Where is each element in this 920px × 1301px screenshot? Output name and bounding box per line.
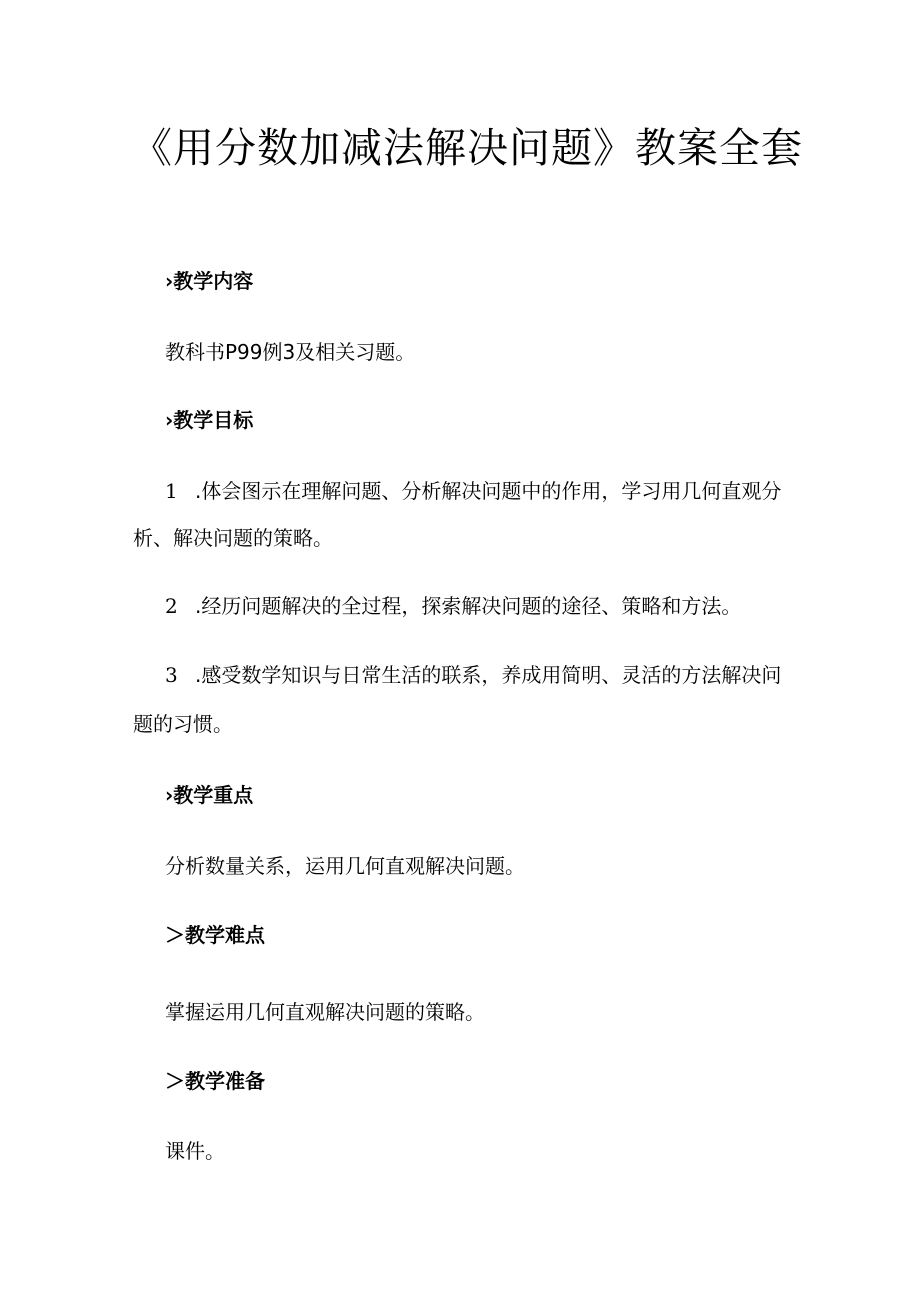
section-body-content: 教科书P99例3及相关习题。 bbox=[165, 340, 416, 364]
objective-text-3: .感受数学知识与日常生活的联系，养成用简明、灵活的方法解决问 bbox=[195, 663, 782, 687]
document-title: 《用分数加减法解决问题》教案全套 bbox=[131, 124, 803, 172]
section-heading-content: ›教学内容 bbox=[165, 269, 254, 293]
objective-text-1: .体会图示在理解问题、分析解决问题中的作用，学习用几何直观分 bbox=[195, 479, 782, 503]
objective-number-2: 2 bbox=[165, 594, 178, 618]
objective-item-2-line1 bbox=[165, 592, 741, 620]
objective-item-1-line2: 析、解决问题的策略。 bbox=[133, 526, 333, 550]
section-heading-difficulties: ＞教学难点 bbox=[165, 923, 265, 947]
section-body-difficulties: 掌握运用几何直观解决问题的策略。 bbox=[165, 1000, 485, 1024]
objective-item-3-line1 bbox=[165, 661, 781, 689]
objective-number-3: 3 bbox=[165, 663, 178, 687]
section-body-preparation: 课件。 bbox=[165, 1139, 225, 1163]
section-heading-objectives: ›教学目标 bbox=[165, 408, 254, 432]
objective-item-3-line2: 题的习惯。 bbox=[133, 712, 233, 736]
objective-number-1: 1 bbox=[165, 479, 178, 503]
objective-text-2: .经历问题解决的全过程，探索解决问题的途径、策略和方法。 bbox=[195, 594, 742, 618]
section-heading-preparation: ＞教学准备 bbox=[165, 1069, 265, 1093]
section-heading-key-points: ›教学重点 bbox=[165, 783, 254, 807]
section-body-key-points: 分析数量关系，运用几何直观解决问题。 bbox=[165, 854, 525, 878]
objective-item-1-line1 bbox=[165, 477, 781, 505]
